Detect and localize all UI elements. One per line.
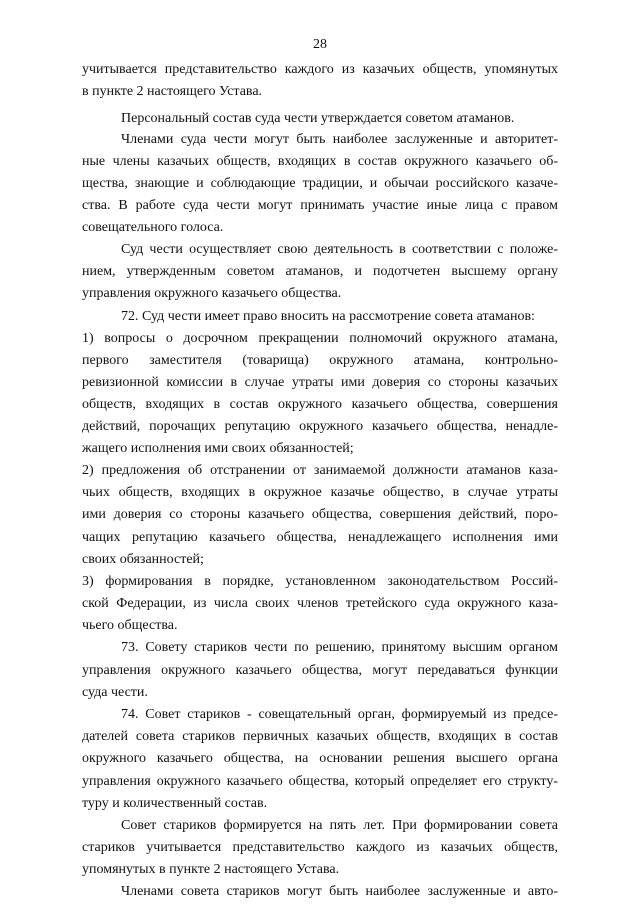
text-line: 3) формирования в порядке, установленном законодательством Россий- — [82, 574, 558, 589]
text-line: ской Федерации, из числа своих членов третейского суда окружного каза- — [82, 596, 558, 611]
text-line: обществ, входящих в состав окружного казачьего общества, совершения — [82, 397, 558, 412]
text-line: ные члены казачьих обществ, входящих в состав окружного казачьего об- — [82, 154, 558, 169]
text-line: ими доверия со стороны казачьего общества, совершения действий, поро- — [82, 507, 558, 522]
page-number: 28 — [313, 37, 327, 52]
text-line: первого заместителя (товарища) окружного атамана, контрольно- — [82, 353, 558, 368]
text-line: своих обязанностей; — [82, 552, 204, 567]
text-line: Членами суда чести могут быть наиболее заслуженные и авторитет- — [121, 132, 558, 147]
text-line: ревизионной комиссии в случае утраты ими доверия со стороны казачьих — [82, 375, 558, 390]
text-line: управления окружного казачьего общества, могут передаваться функции — [82, 663, 558, 678]
text-line: чьего общества. — [82, 618, 178, 633]
text-line: дателей совета стариков первичных казачьих обществ, входящих в состав — [82, 729, 558, 744]
text-line: в пункте 2 настоящего Устава. — [82, 84, 263, 99]
text-line: управления окружного казачьего общества, который определяет его структу- — [82, 774, 558, 789]
text-line: нием, утвержденным советом атаманов, и подотчетен высшему органу — [82, 264, 558, 279]
text-line: 72. Суд чести имеет право вносить на рассмотрение совета атаманов: — [121, 309, 535, 324]
text-line: туру и количественный состав. — [82, 796, 268, 811]
text-line: жащего исполнения ими своих обязанностей; — [82, 441, 354, 456]
text-line: суда чести. — [82, 685, 148, 700]
text-line: щества, знающие и соблюдающие традиции, и обычаи российского казаче- — [82, 176, 558, 191]
text-line: учитывается представительство каждого из казачьих обществ, упомянутых — [82, 62, 558, 77]
text-line: окружного казачьего общества, на основании решения высшего органа — [82, 751, 558, 766]
text-line: Суд чести осуществляет свою деятельность в соответствии с положе- — [121, 242, 558, 257]
text-line: упомянутых в пункте 2 настоящего Устава. — [82, 862, 340, 877]
text-line: управления окружного казачьего общества. — [82, 286, 342, 301]
text-line: Членами совета стариков могут быть наиболее заслуженные и авто- — [121, 884, 558, 899]
text-line: 74. Совет стариков - совещательный орган, формируемый из предсе- — [121, 707, 558, 722]
text-line: стариков учитывается представительство каждого из казачьих обществ, — [82, 840, 558, 855]
text-line: 73. Совету стариков чести по решению, принятому высшим органом — [121, 640, 558, 655]
text-line: 2) предложения об отстранении от занимаемой должности атаманов каза- — [82, 463, 558, 478]
text-line: совещательного голоса. — [82, 220, 224, 235]
text-line: чьих обществ, входящих в окружное казачье общество, в случае утраты — [82, 485, 558, 500]
text-line: Совет стариков формируется на пять лет. При формировании совета — [121, 818, 558, 833]
text-line: чащих репутацию казачьего общества, ненадлежащего исполнения ими — [82, 530, 558, 545]
text-line: 1) вопросы о досрочном прекращении полномочий окружного атамана, — [82, 331, 558, 346]
text-line: ства. В работе суда чести могут принимать участие иные лица с правом — [82, 198, 558, 213]
text-line: Персональный состав суда чести утверждается советом атаманов. — [121, 111, 515, 126]
text-line: действий, порочащих репутацию окружного казачьего общества, ненадле- — [82, 419, 558, 434]
